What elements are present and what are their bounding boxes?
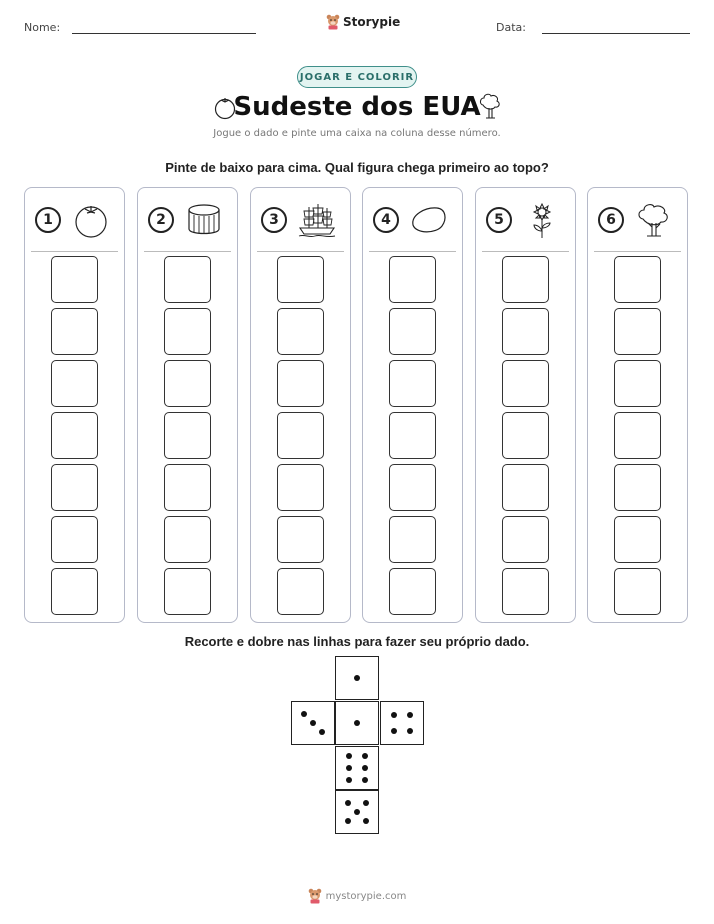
column-4 [362, 187, 463, 623]
die-pip [319, 729, 325, 735]
die-face-5 [335, 790, 379, 834]
color-box[interactable] [614, 516, 661, 563]
die-pip [345, 818, 351, 824]
sunflower-icon [522, 201, 562, 239]
color-box[interactable] [502, 360, 549, 407]
tomato-icon [71, 201, 111, 239]
column-number: 1 [35, 207, 61, 233]
column-number: 5 [486, 207, 512, 233]
die-pip [346, 765, 352, 771]
die-pip [354, 720, 360, 726]
name-label: Nome: [24, 21, 61, 34]
column-number: 4 [373, 207, 399, 233]
column-1 [24, 187, 125, 623]
tree-decor-icon [477, 92, 503, 120]
die-face-1 [335, 656, 379, 700]
column-2 [137, 187, 238, 623]
ship-icon [297, 201, 337, 239]
color-box[interactable] [51, 256, 98, 303]
die-pip [362, 765, 368, 771]
drum-icon [184, 201, 224, 239]
column-divider [369, 251, 456, 252]
die-face-3 [291, 701, 335, 745]
brand-name: Storypie [343, 15, 401, 29]
die-face-4 [380, 701, 424, 745]
color-box[interactable] [277, 464, 324, 511]
color-box[interactable] [389, 412, 436, 459]
color-box[interactable] [614, 256, 661, 303]
die-pip [407, 728, 413, 734]
column-number: 2 [148, 207, 174, 233]
die-pip [391, 728, 397, 734]
date-line[interactable] [542, 33, 690, 34]
bear-logo-icon [326, 14, 340, 30]
brand-logo [326, 14, 400, 30]
instruction-top: Pinte de baixo para cima. Qual figura chega primeiro ao topo? [165, 160, 549, 175]
die-pip [391, 712, 397, 718]
color-box[interactable] [277, 308, 324, 355]
color-box[interactable] [502, 412, 549, 459]
color-box[interactable] [614, 360, 661, 407]
column-number: 3 [261, 207, 287, 233]
die-pip [346, 753, 352, 759]
die-pip [407, 712, 413, 718]
color-box[interactable] [51, 516, 98, 563]
color-box[interactable] [614, 412, 661, 459]
color-box[interactable] [389, 516, 436, 563]
color-box[interactable] [389, 308, 436, 355]
die-pip [354, 675, 360, 681]
color-box[interactable] [389, 256, 436, 303]
color-box[interactable] [277, 256, 324, 303]
die-face-1 [335, 701, 379, 745]
color-box[interactable] [502, 568, 549, 615]
die-pip [354, 809, 360, 815]
color-box[interactable] [277, 412, 324, 459]
column-divider [144, 251, 231, 252]
die-pip [363, 818, 369, 824]
color-box[interactable] [614, 308, 661, 355]
color-box[interactable] [164, 360, 211, 407]
die-pip [345, 800, 351, 806]
color-box[interactable] [614, 464, 661, 511]
color-box[interactable] [51, 360, 98, 407]
column-divider [31, 251, 118, 252]
die-pip [363, 800, 369, 806]
color-box[interactable] [277, 568, 324, 615]
color-box[interactable] [164, 516, 211, 563]
color-box[interactable] [389, 464, 436, 511]
die-pip [301, 711, 307, 717]
color-box[interactable] [502, 464, 549, 511]
column-divider [257, 251, 344, 252]
color-box[interactable] [51, 568, 98, 615]
date-label: Data: [496, 21, 526, 34]
column-5 [475, 187, 576, 623]
color-box[interactable] [502, 516, 549, 563]
name-line[interactable] [72, 33, 256, 34]
activity-badge: JOGAR E COLORIR [297, 66, 417, 88]
color-box[interactable] [502, 308, 549, 355]
color-box[interactable] [164, 568, 211, 615]
footer [0, 888, 714, 904]
color-box[interactable] [277, 360, 324, 407]
color-box[interactable] [614, 568, 661, 615]
color-box[interactable] [164, 412, 211, 459]
color-box[interactable] [51, 308, 98, 355]
color-box[interactable] [389, 568, 436, 615]
footer-url[interactable]: mystorypie.com [325, 890, 407, 902]
instruction-bottom: Recorte e dobre nas linhas para fazer seu próprio dado. [184, 634, 530, 649]
column-6 [587, 187, 688, 623]
peanut-icon [409, 201, 449, 239]
die-face-6 [335, 746, 379, 790]
color-box[interactable] [51, 464, 98, 511]
color-box[interactable] [277, 516, 324, 563]
color-box[interactable] [164, 308, 211, 355]
column-divider [594, 251, 681, 252]
die-pip [346, 777, 352, 783]
color-box[interactable] [164, 464, 211, 511]
color-box[interactable] [164, 256, 211, 303]
subtitle: Jogue o dado e pinte uma caixa na coluna desse número. [213, 128, 501, 139]
bear-footer-icon [308, 888, 322, 904]
color-box[interactable] [51, 412, 98, 459]
die-pip [362, 753, 368, 759]
column-number: 6 [598, 207, 624, 233]
die-pip [310, 720, 316, 726]
color-box[interactable] [502, 256, 549, 303]
column-divider [482, 251, 569, 252]
die-pip [362, 777, 368, 783]
column-3 [250, 187, 351, 623]
tree-icon [634, 201, 674, 239]
page-title: Sudeste dos EUA [233, 92, 481, 122]
color-box[interactable] [389, 360, 436, 407]
